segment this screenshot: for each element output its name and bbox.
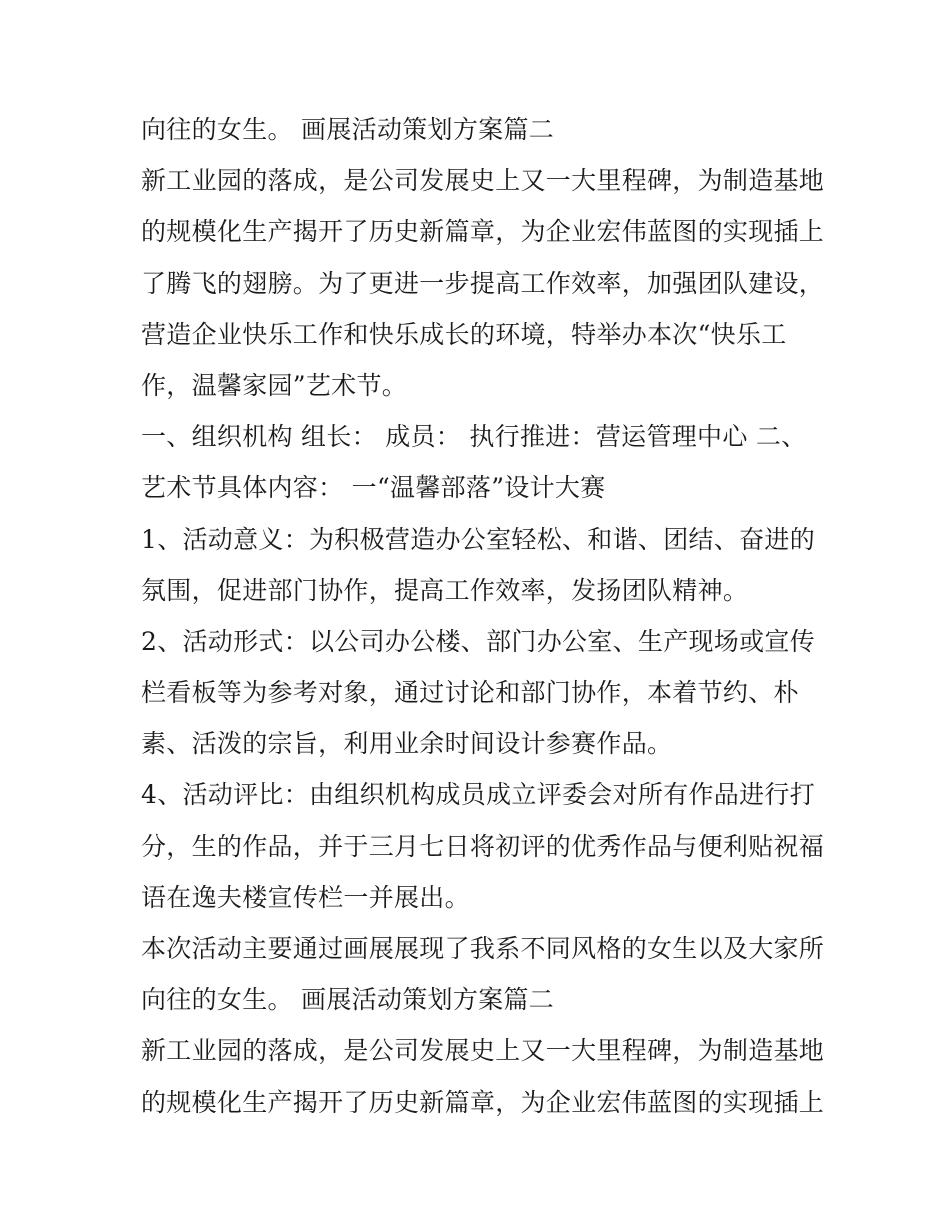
text-line: 向往的女生。 画展活动策划方案篇二 — [141, 115, 555, 144]
text-line: 的规模化生产揭开了历史新篇章，为企业宏伟蓝图的实现插上 — [141, 1087, 825, 1117]
text-line: 语在逸夫楼宣传栏一并展出。 — [141, 882, 470, 912]
text-line: 素、活泼的宗旨，利用业余时间设计参赛作品。 — [141, 729, 673, 759]
text-line: 栏看板等为参考对象，通过讨论和部门协作，本着节约、朴 — [141, 678, 799, 708]
text-line: 氛围，促进部门协作，提高工作效率，发扬团队精神。 — [141, 575, 749, 605]
text-line: 了腾飞的翅膀。为了更进一步提高工作效率，加强团队建设， — [141, 268, 825, 298]
text-line: 艺术节具体内容： 一“温馨部落”设计大赛 — [141, 473, 606, 503]
text-line: 4、活动评比：由组织机构成员成立评委会对所有作品进行打 — [141, 780, 816, 810]
text-line: 向往的女生。 画展活动策划方案篇二 — [141, 985, 555, 1015]
text-line: 一、组织机构 组长： 成员： 执行推进：营运管理中心 二、 — [141, 422, 807, 452]
text-line: 的规模化生产揭开了历史新篇章，为企业宏伟蓝图的实现插上 — [141, 217, 825, 247]
text-line: 新工业园的落成，是公司发展史上又一大里程碑，为制造基地 — [141, 166, 825, 196]
text-line: 1、活动意义：为积极营造办公室轻松、和谐、团结、奋进的 — [141, 524, 816, 554]
text-line: 营造企业快乐工作和快乐成长的环境，特举办本次“快乐工 — [141, 319, 787, 349]
text-line: 作，温馨家园”艺术节。 — [141, 370, 408, 400]
text-line: 分，生的作品，并于三月七日将初评的优秀作品与便利贴祝福 — [141, 831, 825, 861]
text-line: 本次活动主要通过画展展现了我系不同风格的女生以及大家所 — [141, 934, 825, 963]
text-line: 新工业园的落成，是公司发展史上又一大里程碑，为制造基地 — [141, 1036, 825, 1066]
document-body — [141, 108, 831, 1132]
text-line: 2、活动形式：以公司办公楼、部门办公室、生产现场或宣传 — [141, 626, 816, 656]
